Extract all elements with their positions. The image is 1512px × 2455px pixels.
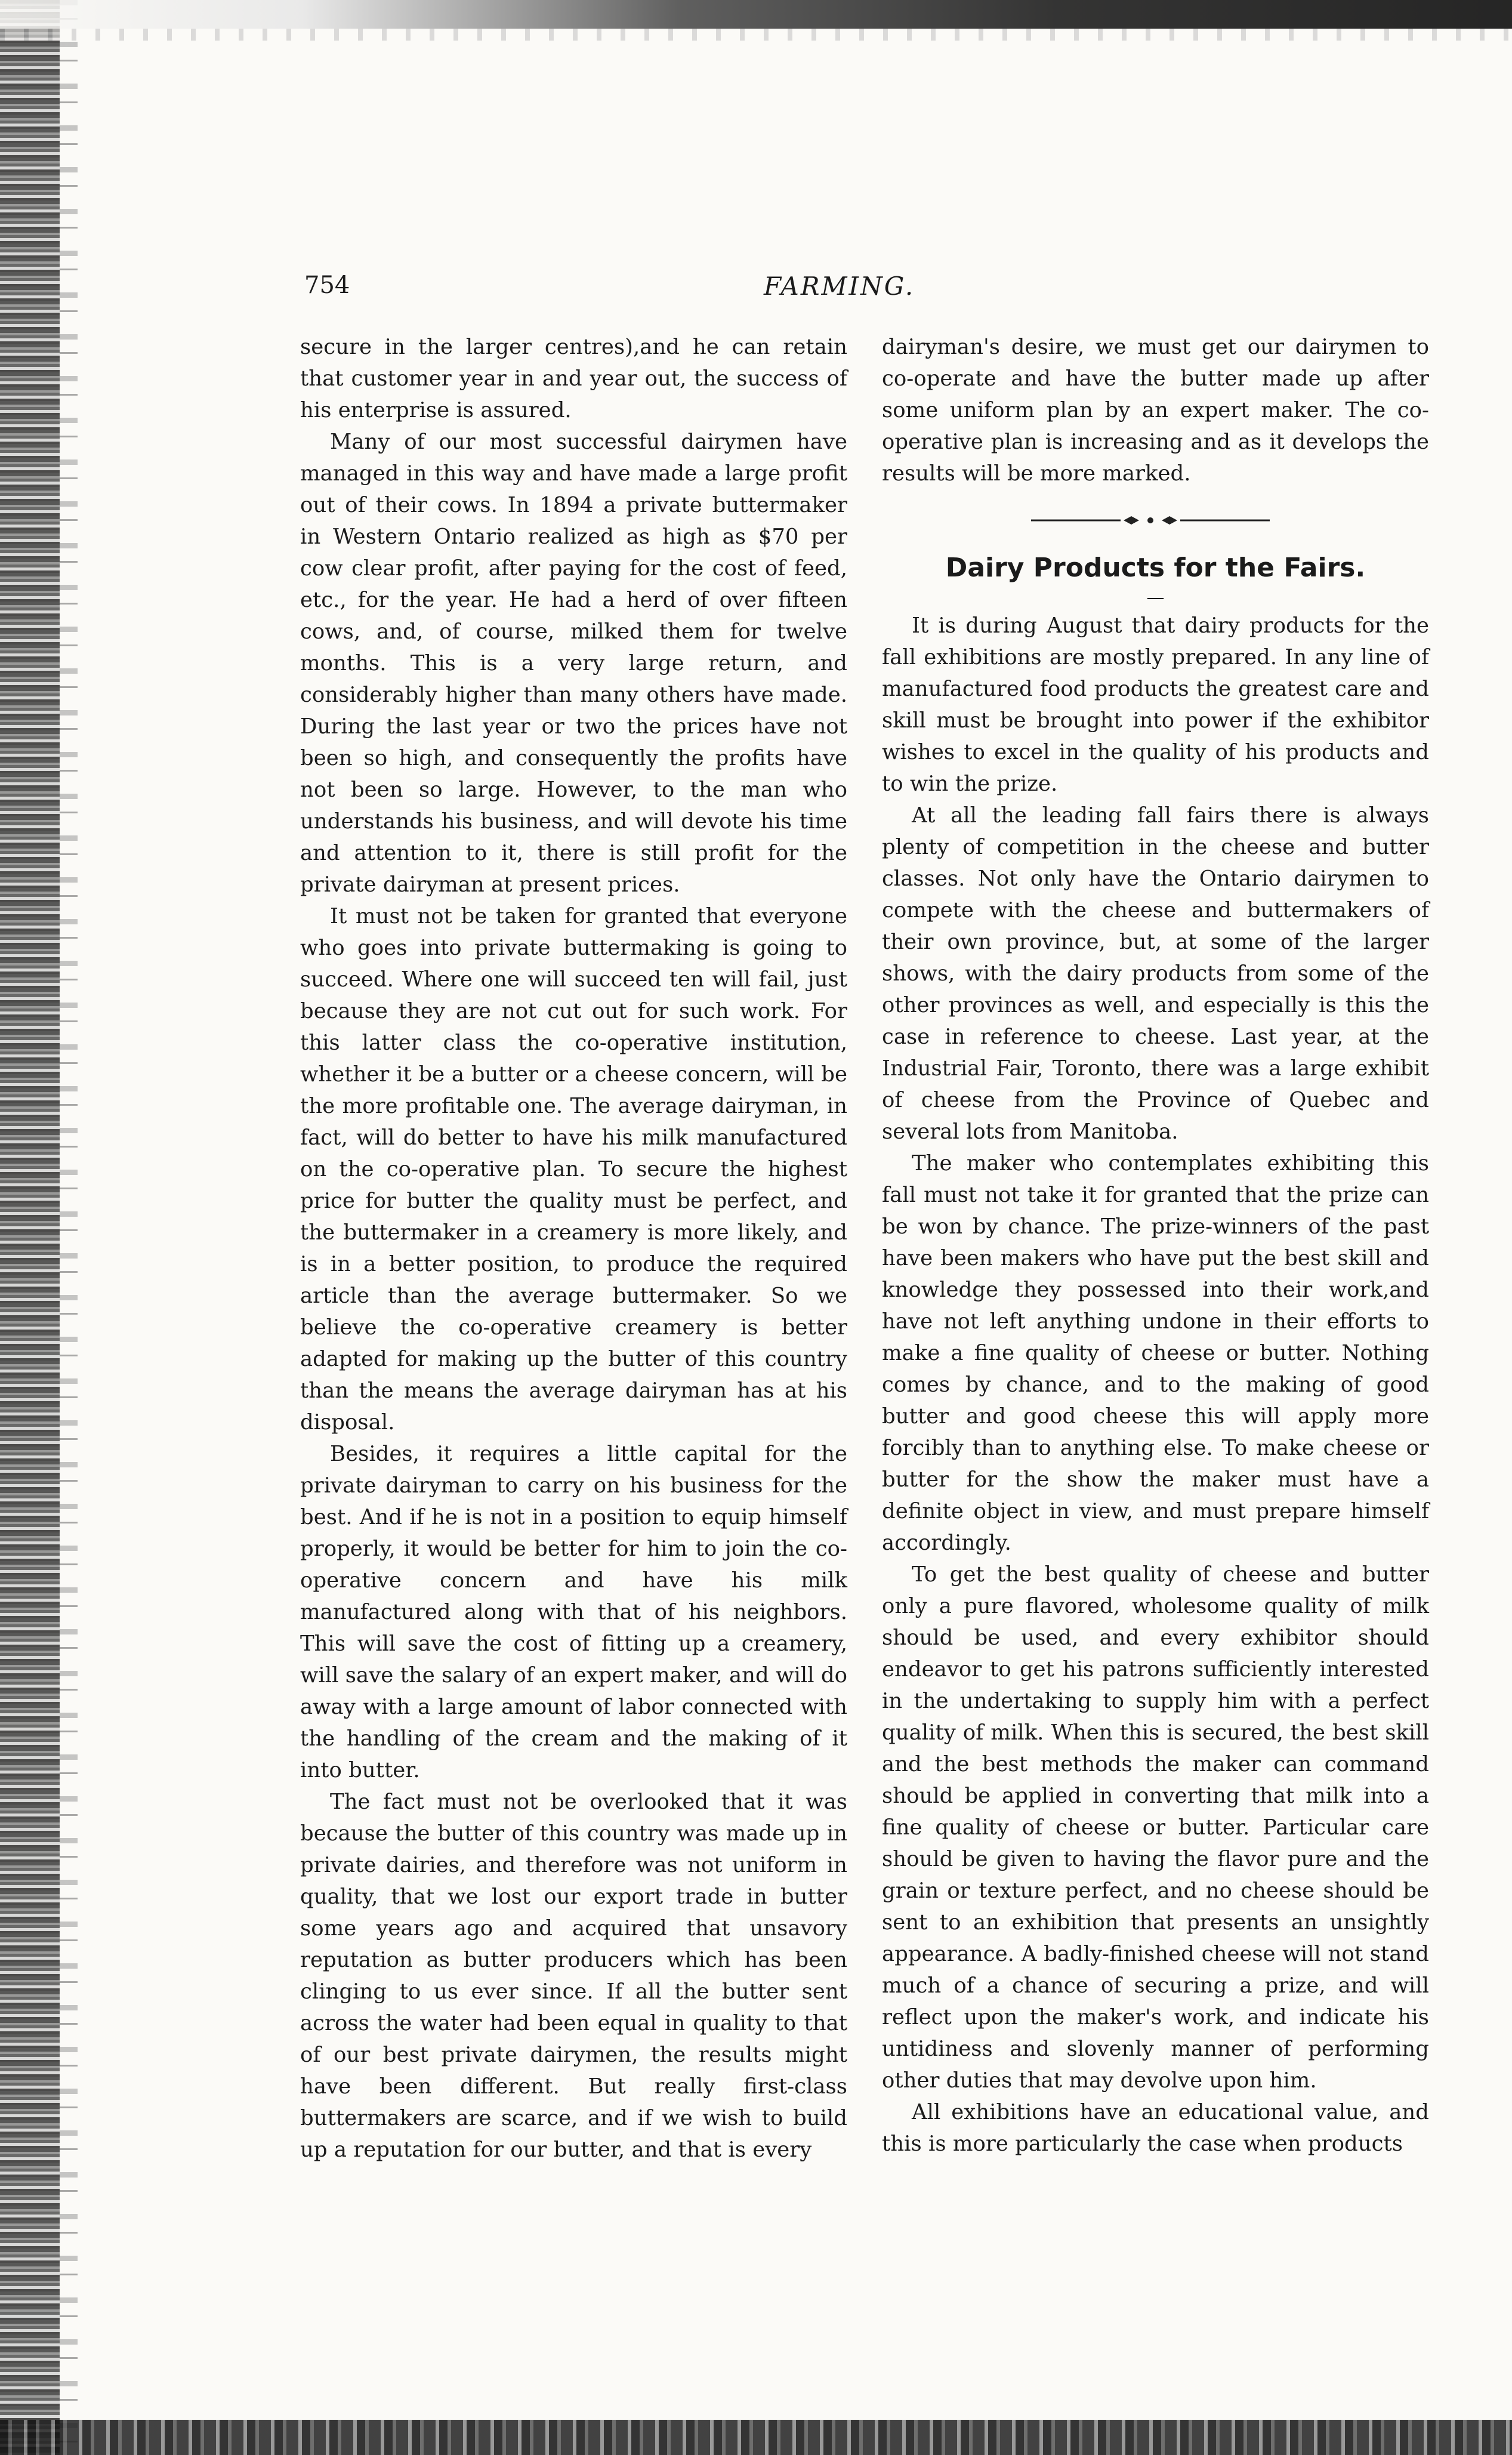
paragraph: dairyman's desire, we must get our dairymen to co-operate and have the butter made up after some uniform plan by an expert maker. The co-operative plan is increasing and as it develops the results will be more marked. — [882, 335, 1429, 486]
paragraph: The fact must not be overlooked that it was because the butter of this country was made up in private dairies, and therefore was not uniform in quality, that we lost our export trade in butter some years ago and acquired that unsavory reputation as butter producers which has been clinging to us ever since. If all the butter sent across the water had been equal in quality to that of our best private dairymen, the results might have been different. But really first-class buttermakers are scarce, and if we wish to build up a reputation for our butter, and that is every — [300, 1790, 847, 2162]
paragraph: To get the best quality of cheese and butter only a pure flavored, wholesome quality of milk should be used, and every exhibitor should endeavor to get his patrons sufficiently interested in the undertaking to supply him with a perfect quality of milk. When this is secured, the best skill and the best methods the maker can command should be applied in converting that milk into a fine quality of cheese or butter. Particular care should be given to having the flavor pure and the grain or texture perfect, and no cheese should be sent to an exhibition that presents an unsightly appearance. A badly-finished cheese will not stand much of a chance of securing a prize, and will reflect upon the maker's work, and indicate his untidiness and slovenly manner of performing other duties that may devolve upon him. — [882, 1562, 1429, 2093]
running-head: FARMING. — [764, 272, 915, 301]
paragraph: It must not be taken for granted that everyone who goes into private buttermaking is going to succeed. Where one will succeed ten will fail, just because they are not cut out for such work. For this latter class the co-operative institution, whether it be a butter or a cheese concern, will be the more profitable one. The average dairyman, in fact, will do better to have his milk manufactured on the co-operative plan. To secure the highest price for butter the quality must be perfect, and the buttermaker in a creamery is more likely, and is in a better position, to produce the required article than the average buttermaker. So we believe the co-operative creamery is better adapted for making up the butter of this country than the means the average dairyman has at his disposal. — [300, 904, 847, 1435]
right-column — [882, 331, 1429, 2160]
section-divider-ornament — [882, 502, 1429, 538]
paragraph: At all the leading fall fairs there is always plenty of competition in the cheese and butter classes. Not only have the Ontario dairymen to compete with the cheese and buttermakers of their own province, but, at some of the larger shows, with the dairy products from some of the other provinces as well, and especially is this the case in reference to cheese. Last year, at the Industrial Fair, Toronto, there was a large exhibit of cheese from the Province of Quebec and several lots from Manitoba. — [882, 803, 1429, 1144]
paragraph: All exhibitions have an educational value, and this is more particularly the case when products — [882, 2100, 1429, 2156]
binding-edge-artifact — [0, 0, 60, 2455]
left-column — [300, 331, 847, 2166]
paragraph: Many of our most successful dairymen have managed in this way and have made a large profit out of their cows. In 1894 a private buttermaker in Western Ontario realized as high as $70 per cow clear profit, after paying for the cost of feed, etc., for the year. He had a herd of over fifteen cows, and, of course, milked them for twelve months. This is a very large return, and considerably higher than many others have made. During the last year or two the prices have not been so high, and consequently the profits have not been so large. However, to the man who understands his business, and will devote his time and attention to it, there is still profit for the private dairyman at present prices. — [300, 430, 847, 897]
ornament-rule-icon — [1031, 508, 1270, 532]
bottom-edge-artifact — [0, 2420, 1512, 2455]
article-title: Dairy Products for the Fairs. — [945, 553, 1366, 583]
paragraph: The maker who contemplates exhibiting this fall must not take it for granted that the prize can be won by chance. The prize-winners of the past have been makers who have put the best skill and knowledge they possessed into their work,and have not left anything undone in their efforts to make a fine quality of cheese or butter. Nothing comes by chance, and to the making of good butter and good cheese this will apply more forcibly than to anything else. To make cheese or butter for the show the maker must have a definite object in view, and must prepare himself accordingly. — [882, 1151, 1429, 1555]
paragraph: secure in the larger centres),and he can retain that customer year in and year out, the success of his enterprise is assured. — [300, 335, 847, 422]
top-edge-artifact — [0, 0, 1512, 29]
paragraph: It is during August that dairy products for the fall exhibitions are mostly prepared. In any line of manufactured food products the greatest care and skill must be brought into power if the exhibitor wishes to excel in the quality of his products and to win the prize. — [882, 613, 1429, 796]
paragraph: Besides, it requires a little capital for the private dairyman to carry on his business for the best. And if he is not in a position to equip himself properly, it would be better for him to join the co-operative concern and have his milk manufactured along with that of his neighbors. This will save the cost of fitting up a creamery, will save the salary of an expert maker, and will do away with a large amount of labor connected with the handling of the cream and the making of it into butter. — [300, 1442, 847, 1782]
page-number: 754 — [304, 272, 350, 299]
title-dash: — — [1146, 587, 1165, 608]
top-edge-speckle — [0, 29, 1512, 41]
binding-shadow-artifact — [60, 0, 78, 2455]
